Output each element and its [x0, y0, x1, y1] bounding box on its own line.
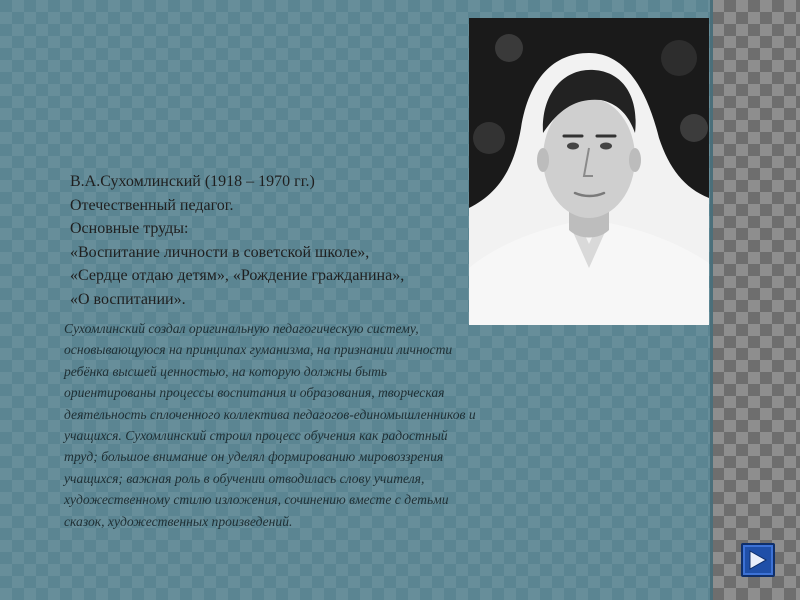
info-line: Отечественный педагог.	[70, 196, 234, 214]
description-line: учащихся. Сухомлинский строил процесс обучения как радостный	[64, 428, 448, 444]
strip-divider	[710, 0, 713, 600]
description-line: деятельность сплоченного коллектива педагогов-единомышленников и	[64, 406, 476, 422]
info-line: «Сердце отдаю детям», «Рождение гражданина»,	[70, 267, 405, 284]
info-line: Основные труды:	[70, 220, 189, 237]
description-line: ориентированы процессы воспитания и образования, творческая	[64, 385, 445, 401]
decorative-strip	[712, 0, 800, 600]
info-line: В.А.Сухомлинский (1918 – 1970 гг.)	[70, 173, 315, 190]
description-line: сказок, художественных произведений.	[64, 513, 293, 529]
info-line: «Воспитание личности в советской школе»,	[70, 243, 370, 261]
description-line: основывающуюся на принципах гуманизма, на признании личности	[64, 342, 453, 358]
description-line: ребёнка высшей ценностью, на которую должны быть	[64, 363, 388, 379]
author-info	[70, 170, 490, 311]
description-line: труд; большое внимание он уделял формированию мировоззрения	[64, 449, 444, 465]
portrait-illustration	[469, 18, 709, 325]
description-line: Сухомлинский создал оригинальную педагогическую систему,	[64, 321, 419, 336]
play-next-icon	[749, 550, 767, 570]
next-slide-button[interactable]	[741, 543, 775, 577]
portrait-photo	[469, 18, 709, 325]
description-line: учащихся; важная роль в обучении отводилась слову учителя,	[64, 470, 425, 486]
info-line: «О воспитании».	[70, 290, 186, 308]
biography-description	[64, 318, 624, 532]
description-line: художественному стилю изложения, сочинению вместе с детьми	[64, 492, 449, 508]
